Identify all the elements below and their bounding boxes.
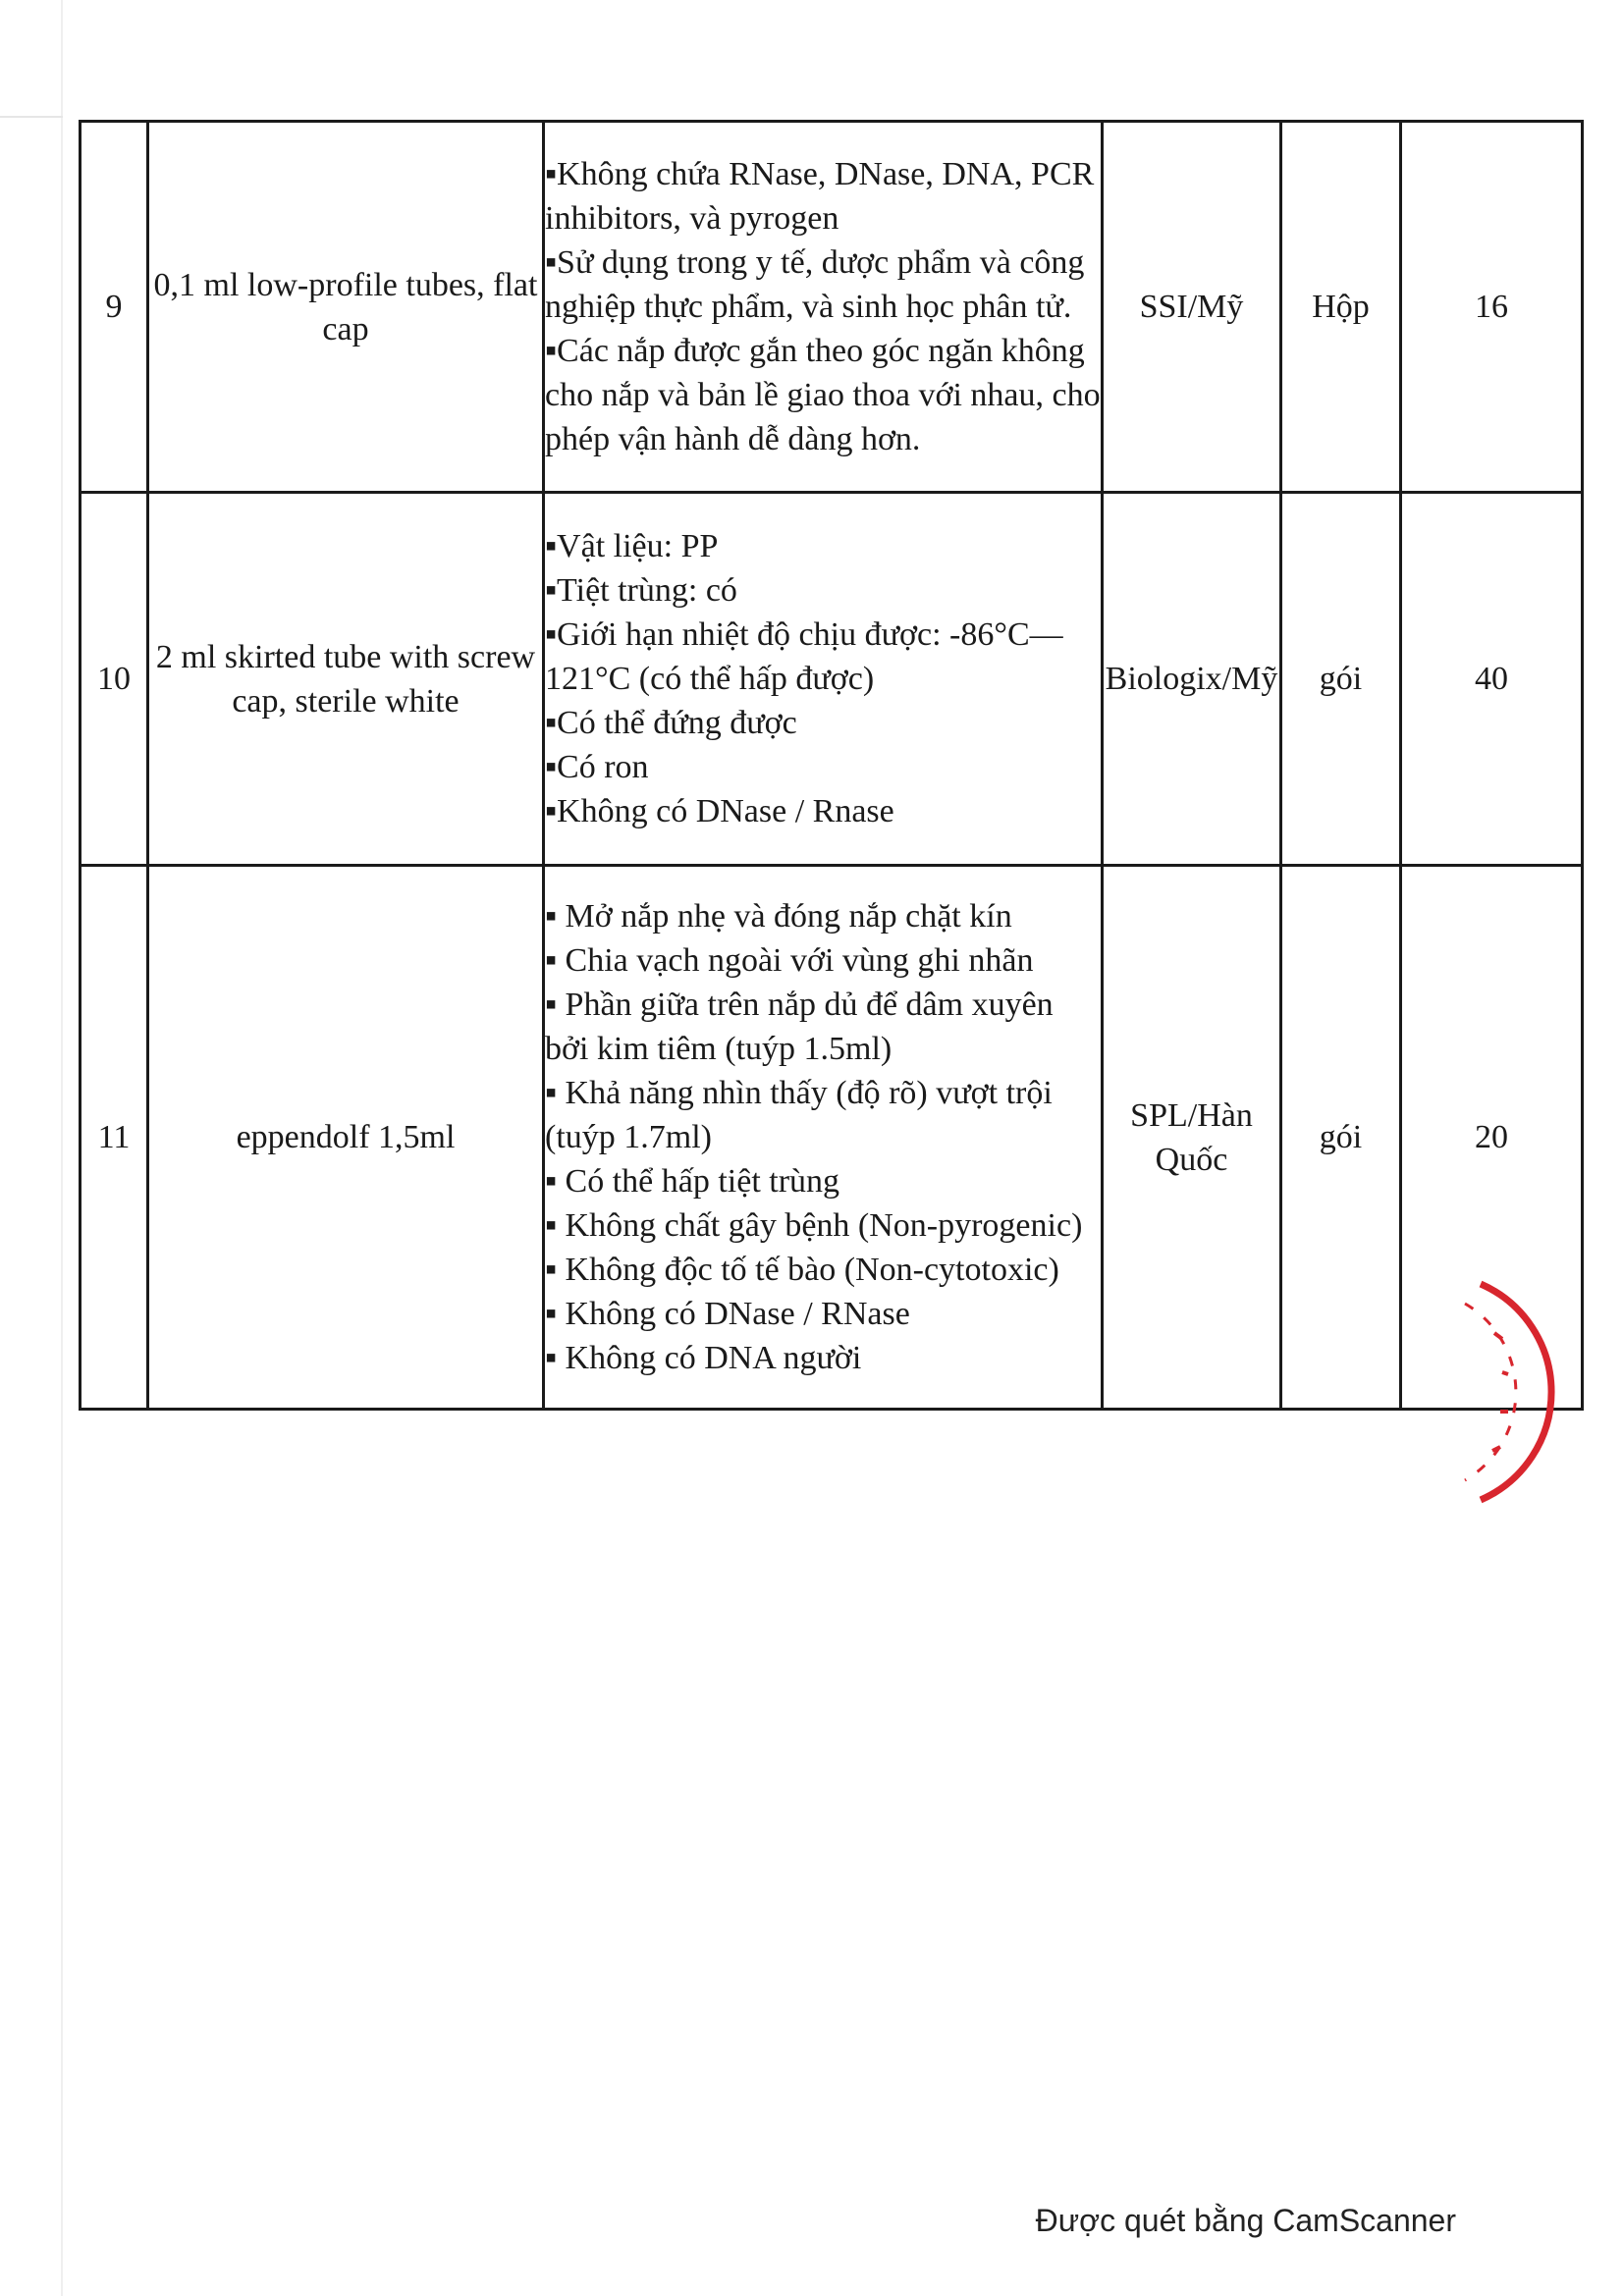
description-line: ▪Không chứa RNase, DNase, DNA, PCR inhibitors, và pyrogen (545, 156, 1095, 237)
product-origin: SSI/Mỹ (1103, 122, 1281, 493)
description-line: ▪ Không có DNA người (545, 1340, 862, 1376)
description-line: ▪ Phần giữa trên nắp dủ để dâm xuyên bởi kim tiêm (tuýp 1.5ml) (545, 987, 1054, 1067)
description-line: ▪Giới hạn nhiệt độ chịu được: -86°C—121°C (có thể hấp được) (545, 616, 1063, 697)
row-number: 9 (81, 122, 148, 493)
description-line: ▪ Chia vạch ngoài với vùng ghi nhãn (545, 942, 1034, 979)
description-line: ▪Không có DNase / Rnase (545, 793, 894, 829)
scanner-watermark: Được quét bằng CamScanner (1035, 2203, 1456, 2238)
product-description (544, 866, 1103, 1410)
description-line: ▪Sử dụng trong y tế, dược phẩm và công nghiệp thực phẩm, và sinh học phân tử. (545, 244, 1085, 325)
description-line: ▪Tiệt trùng: có (545, 572, 737, 609)
description-line: ▪Có ron (545, 749, 649, 785)
description-line: ▪ Không chất gây bệnh (Non-pyrogenic) (545, 1207, 1083, 1244)
product-origin: SPL/Hàn Quốc (1103, 866, 1281, 1410)
product-quantity: 40 (1401, 493, 1583, 866)
product-unit: gói (1281, 866, 1401, 1410)
description-line: ▪ Khả năng nhìn thấy (độ rõ) vượt trội (tuýp 1.7ml) (545, 1075, 1053, 1155)
description-line: ▪Có thể đứng được (545, 705, 797, 741)
table-row (81, 493, 1583, 866)
product-quantity: 20 (1401, 866, 1583, 1410)
row-number: 11 (81, 866, 148, 1410)
description-line: ▪ Không có DNase / RNase (545, 1296, 910, 1332)
product-description (544, 122, 1103, 493)
product-name: eppendolf 1,5ml (148, 866, 544, 1410)
product-unit: Hộp (1281, 122, 1401, 493)
description-line: ▪ Mở nắp nhẹ và đóng nắp chặt kín (545, 898, 1012, 934)
product-unit: gói (1281, 493, 1401, 866)
product-origin: Biologix/Mỹ (1103, 493, 1281, 866)
description-line: ▪ Có thể hấp tiệt trùng (545, 1163, 840, 1200)
product-description (544, 493, 1103, 866)
scan-edge-line (0, 116, 63, 118)
row-number: 10 (81, 493, 148, 866)
product-quantity: 16 (1401, 122, 1583, 493)
table-row (81, 866, 1583, 1410)
product-name: 2 ml skirted tube with screw cap, sterile white (148, 493, 544, 866)
description-line: ▪ Không độc tố tế bào (Non-cytotoxic) (545, 1252, 1059, 1288)
table-row (81, 122, 1583, 493)
description-line: ▪Vật liệu: PP (545, 528, 719, 564)
description-line: ▪Các nắp được gắn theo góc ngăn không cho nắp và bản lề giao thoa với nhau, cho phép vận hành dễ dàng hơn. (545, 333, 1101, 457)
product-name: 0,1 ml low-profile tubes, flat cap (148, 122, 544, 493)
scan-edge-line (61, 0, 63, 2296)
product-spec-table (79, 120, 1584, 1411)
